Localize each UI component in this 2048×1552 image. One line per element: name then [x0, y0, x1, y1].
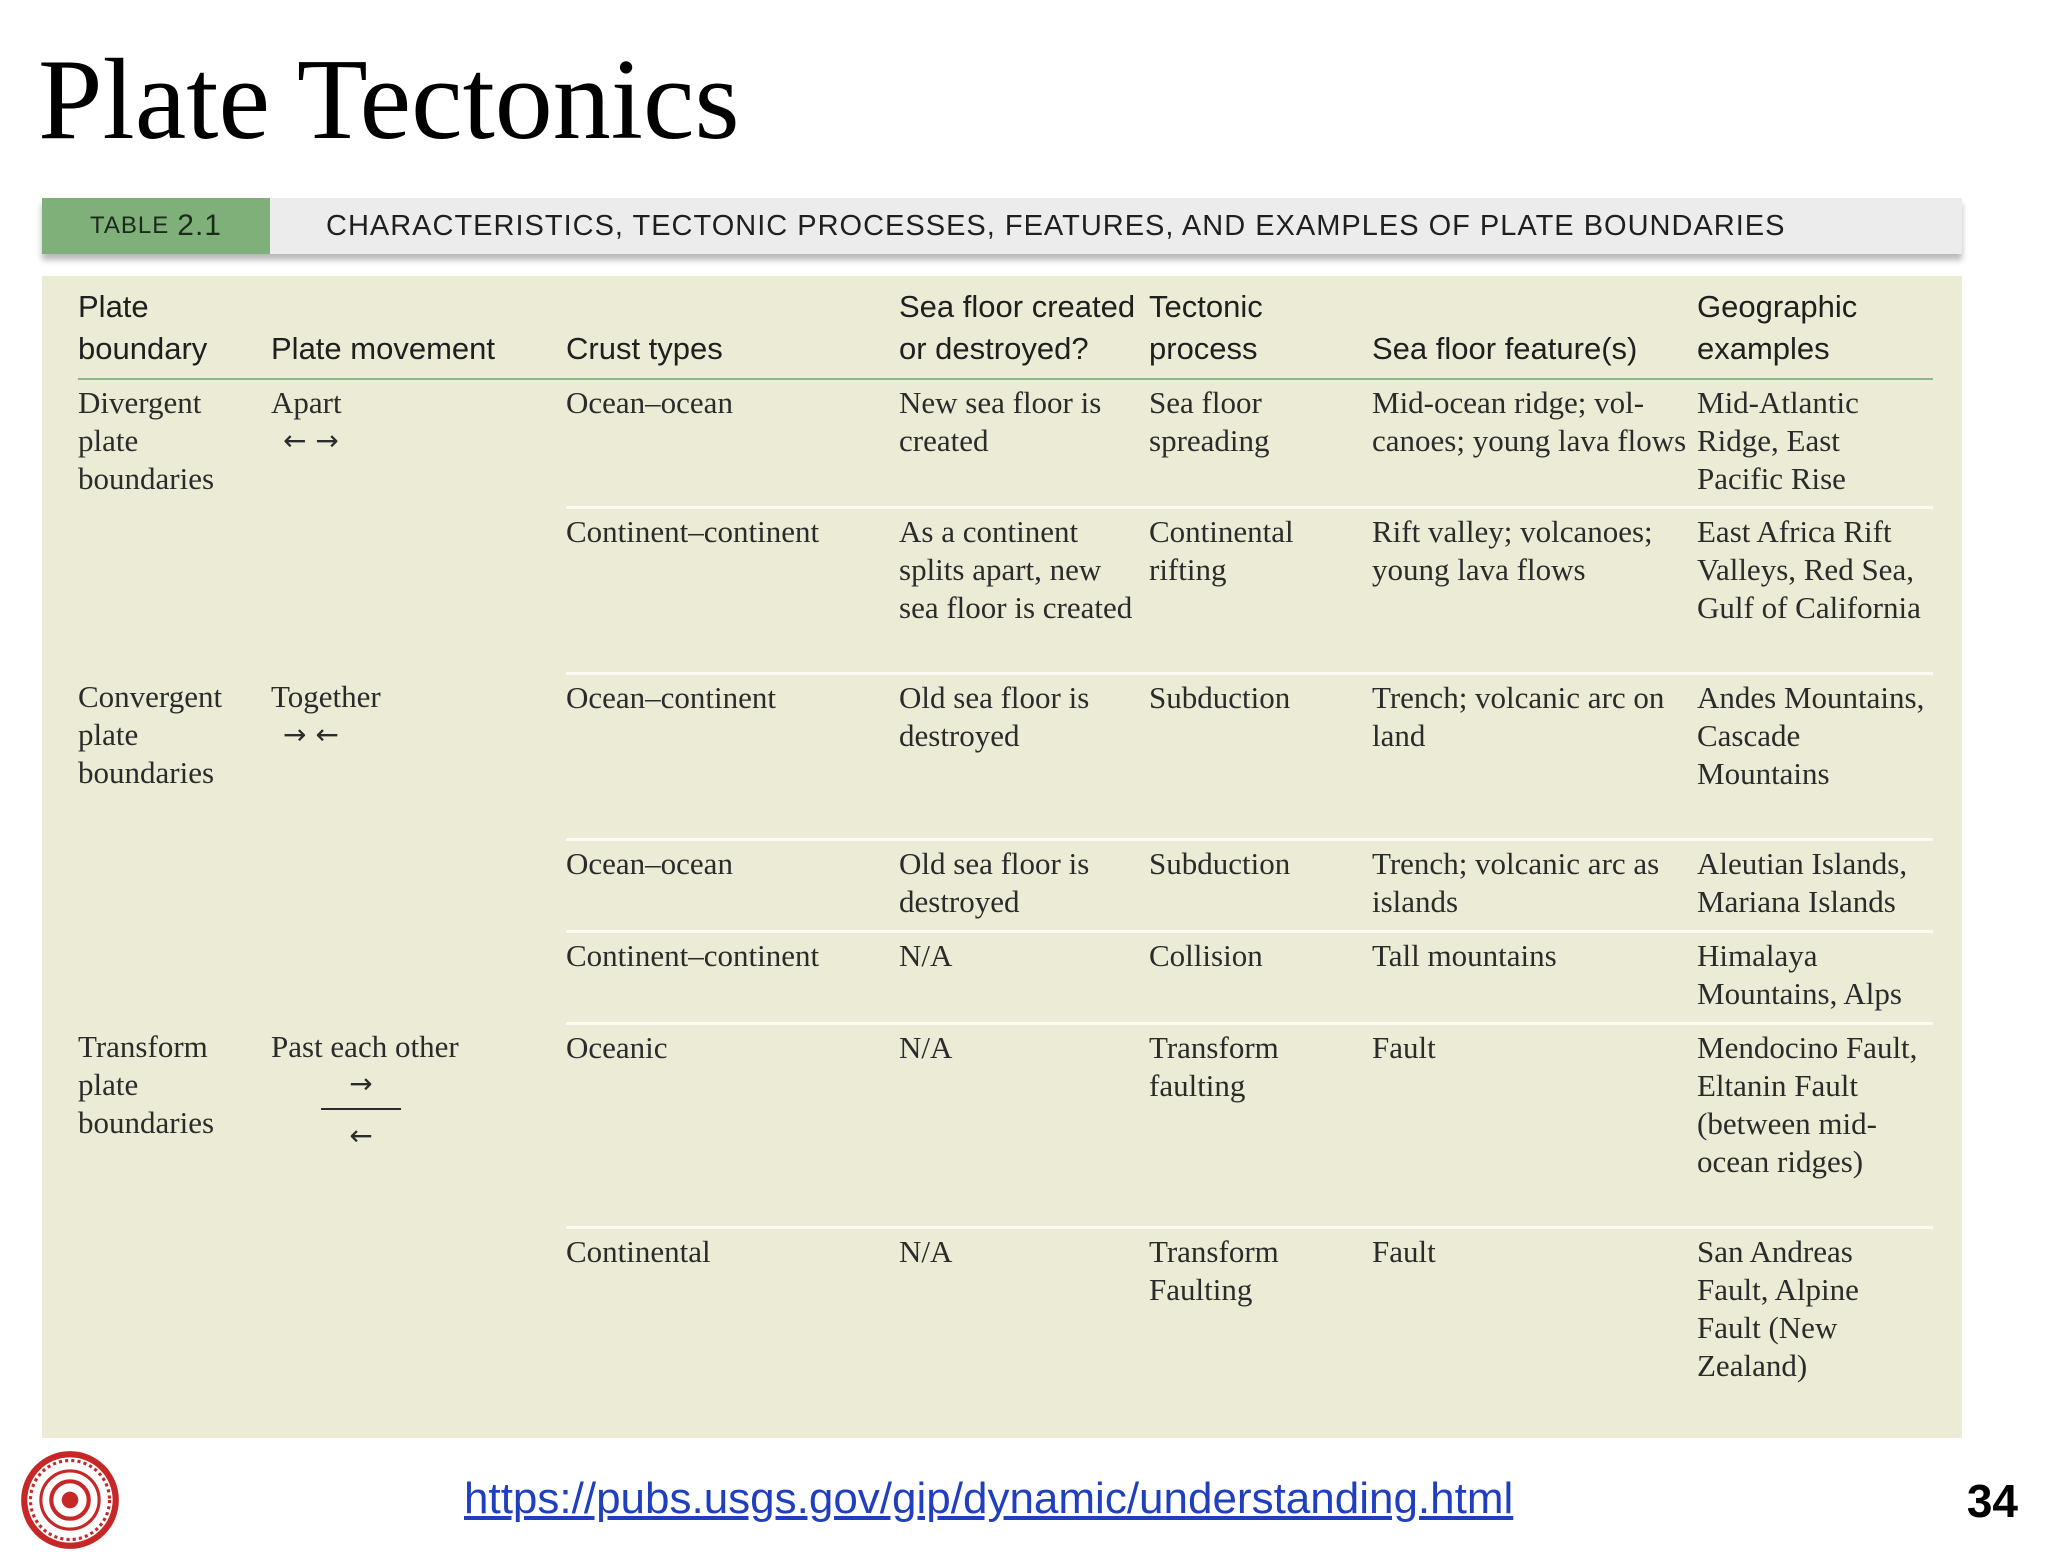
crust-type-cell: Ocean–continent [566, 674, 899, 840]
examples-cell: Mid-Atlantic Ridge, East Pacific Rise [1697, 385, 1859, 496]
header-geographic-examples: Geographic examples [1697, 286, 1933, 379]
arrow-left-icon: ← [349, 1118, 373, 1152]
slide-title: Plate Tectonics [38, 36, 740, 164]
sea-floor-cell: N/A [899, 932, 1149, 1024]
table-header-row [78, 286, 1933, 379]
movement-label: Past each other [271, 1028, 459, 1064]
institute-seal-logo [18, 1448, 122, 1552]
features-cell: Trench; volcanic arc as islands [1372, 840, 1697, 932]
sea-floor-cell: Old sea floor is destroyed [899, 674, 1149, 840]
table-row [78, 379, 1933, 508]
boundary-label: Divergent plate boundaries [78, 385, 215, 496]
movement-label: Apart [271, 385, 342, 420]
crust-type-cell: Ocean–ocean [566, 840, 899, 932]
movement-cell-convergent [271, 674, 566, 1024]
page-number: 34 [1966, 1475, 2018, 1527]
table-label-word: TABLE [90, 212, 170, 239]
features-cell: Trench; volcanic arc on land [1372, 674, 1697, 840]
header-sea-floor-features: Sea floor feature(s) [1372, 286, 1697, 379]
past-each-other-arrows-icon [321, 1066, 401, 1154]
header-crust-types: Crust types [566, 286, 899, 379]
examples-cell: Aleutian Islands, Mariana Islands [1697, 840, 1933, 932]
boundary-label: Transform plate boundaries [78, 1028, 215, 1140]
features-cell: Fault [1372, 1228, 1697, 1394]
features-cell: Rift valley; volcanoes; young lava flows [1372, 508, 1697, 674]
sea-floor-cell: N/A [899, 1024, 1149, 1228]
crust-type-cell: Oceanic [566, 1024, 899, 1228]
header-plate-movement: Plate movement [271, 286, 566, 379]
crust-type-cell: Continent–continent [566, 932, 899, 1024]
table-caption: CHARACTERISTICS, TECTONIC PROCESSES, FEATURES, AND EXAMPLES OF PLATE BOUNDARIES [326, 209, 1786, 242]
sea-floor-cell: New sea floor is created [899, 385, 1102, 458]
process-cell: Subduction [1149, 840, 1372, 932]
examples-cell: East Africa Rift Valleys, Red Sea, Gulf of California [1697, 508, 1933, 674]
process-cell: Transform Faulting [1149, 1228, 1372, 1394]
examples-cell: San Andreas Fault, Alpine Fault (New Zealand) [1697, 1228, 1933, 1394]
movement-cell-transform [271, 1024, 566, 1394]
process-cell: Continental rifting [1149, 508, 1372, 674]
table-row [78, 1024, 1933, 1228]
sea-floor-cell: Old sea floor is destroyed [899, 840, 1149, 932]
crust-type-cell: Continental [566, 1228, 899, 1394]
boundary-cell-divergent [78, 379, 271, 674]
arrow-right-icon: → [349, 1066, 373, 1100]
apart-arrows-icon: ← → [283, 424, 339, 457]
features-cell: Tall mountains [1372, 932, 1697, 1024]
process-cell: Transform faulting [1149, 1024, 1372, 1228]
plate-boundaries-table-panel [42, 276, 1962, 1438]
boundary-label: Convergent plate boundaries [78, 678, 223, 790]
movement-cell-divergent [271, 379, 566, 674]
source-link[interactable]: https://pubs.usgs.gov/gip/dynamic/understanding.html [464, 1474, 1514, 1523]
sea-floor-cell: N/A [899, 1228, 1149, 1394]
header-sea-floor-created: Sea floor created or destroyed? [899, 286, 1149, 379]
boundary-cell-convergent [78, 674, 271, 1024]
process-cell: Sea floor spreading [1149, 385, 1270, 458]
features-cell: Mid-ocean ridge; vol- canoes; young lava flows [1372, 385, 1687, 458]
header-tectonic-process: Tectonic process [1149, 286, 1372, 379]
process-cell: Collision [1149, 932, 1372, 1024]
sea-floor-cell: As a continent splits apart, new sea floor is created [899, 508, 1149, 674]
crust-type-cell: Ocean–ocean [566, 385, 733, 420]
movement-label: Together [271, 678, 381, 714]
table-number-label [42, 198, 270, 254]
header-plate-boundary: Plate boundary [78, 286, 271, 379]
examples-cell: Andes Mountains, Cascade Mountains [1697, 674, 1933, 840]
features-cell: Fault [1372, 1024, 1697, 1228]
process-cell: Subduction [1149, 674, 1372, 840]
table-row [78, 674, 1933, 840]
fault-line-divider [321, 1108, 401, 1110]
crust-type-cell: Continent–continent [566, 508, 899, 674]
plate-boundaries-table [78, 286, 1933, 1393]
examples-cell: Mendocino Fault, Eltanin Fault (between mid-ocean ridges) [1697, 1024, 1933, 1228]
together-arrows-icon: → ← [283, 717, 339, 751]
table-label-number: 2.1 [177, 209, 222, 242]
boundary-cell-transform [78, 1024, 271, 1394]
table-banner [42, 198, 1962, 254]
examples-cell: Himalaya Mountains, Alps [1697, 932, 1933, 1024]
